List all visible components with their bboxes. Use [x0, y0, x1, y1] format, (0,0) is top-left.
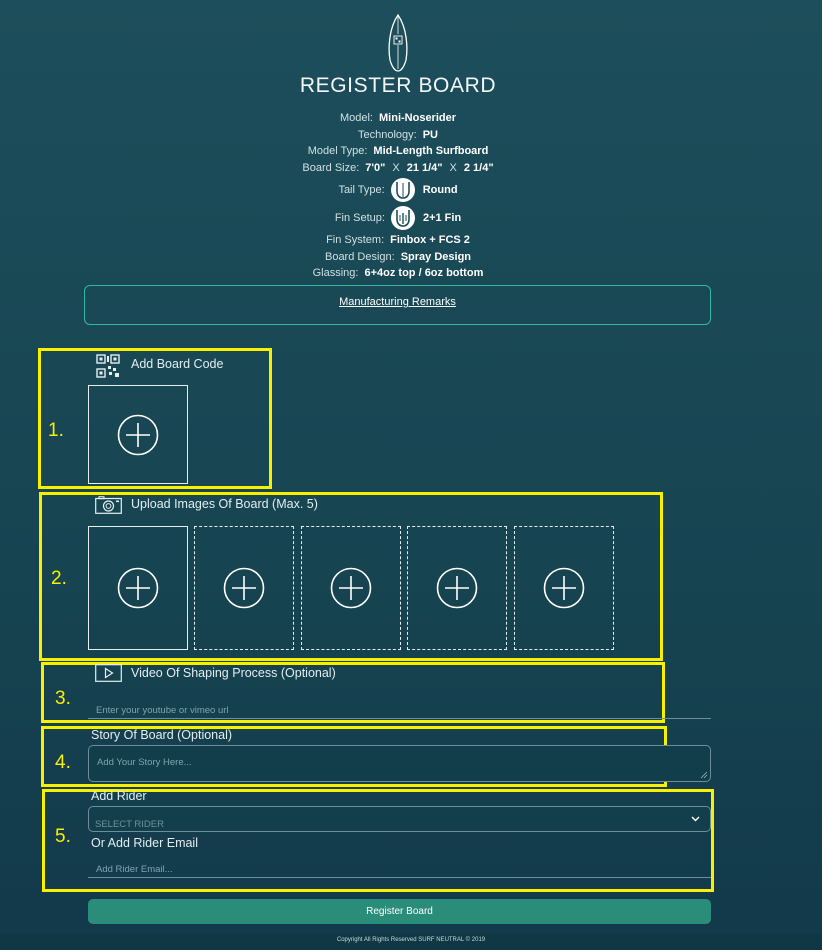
image-upload-tile-4[interactable] — [407, 526, 507, 650]
board-specs — [0, 110, 796, 282]
spec-label: Technology: — [358, 128, 417, 141]
image-upload-tile-5[interactable] — [514, 526, 614, 650]
manufacturing-remarks-link[interactable]: Manufacturing Remarks — [339, 296, 456, 308]
section-label-video: Video Of Shaping Process (Optional) — [131, 666, 336, 680]
rider-email-input[interactable] — [88, 855, 711, 878]
spec-label: Glassing: — [312, 267, 359, 280]
spec-label: Model: — [339, 112, 373, 125]
spec-label: Board Design: — [324, 250, 395, 263]
surfboard-logo-icon — [386, 14, 410, 72]
spec-label: Model Type: — [307, 145, 368, 158]
spec-technology — [0, 127, 796, 144]
spec-length: 7'0" — [365, 161, 386, 174]
spec-model — [0, 110, 796, 127]
add-icon — [543, 567, 585, 609]
step-number-4: 4. — [55, 752, 71, 773]
rider-select[interactable] — [88, 806, 711, 832]
add-icon — [117, 567, 159, 609]
spec-separator: X — [449, 161, 457, 174]
section-label-rider-email: Or Add Rider Email — [91, 836, 198, 850]
spec-thickness: 2 1/4" — [463, 161, 494, 174]
section-label-story: Story Of Board (Optional) — [91, 728, 233, 742]
step-number-1: 1. — [48, 420, 64, 441]
spec-width: 21 1/4" — [406, 161, 443, 174]
page-title: REGISTER BOARD — [299, 74, 497, 97]
story-textarea[interactable] — [88, 745, 711, 782]
spec-value: Finbox + FCS 2 — [390, 234, 470, 247]
spec-separator: X — [392, 161, 400, 174]
spec-label: Fin System: — [326, 234, 385, 247]
image-upload-tile-3[interactable] — [301, 526, 401, 650]
spec-board-design — [0, 249, 796, 266]
qr-code-icon — [96, 354, 120, 383]
spec-value: Mid-Length Surfboard — [373, 145, 489, 158]
spec-value: Mini-Noserider — [379, 112, 457, 125]
add-icon — [117, 414, 159, 456]
add-icon — [223, 567, 265, 609]
step-number-2: 2. — [51, 568, 67, 589]
fin-setup-icon — [391, 206, 415, 230]
manufacturing-remarks-panel — [84, 285, 711, 325]
resize-handle-icon[interactable] — [700, 771, 708, 779]
section-label-board-code: Add Board Code — [131, 357, 224, 371]
add-board-code-tile[interactable] — [88, 385, 188, 484]
video-play-icon — [95, 664, 122, 687]
spec-value: 2+1 Fin — [422, 212, 462, 224]
step-number-3: 3. — [55, 688, 71, 709]
story-placeholder: Add Your Story Here... — [97, 757, 192, 768]
image-upload-tile-1[interactable] — [88, 526, 188, 650]
video-url-input[interactable] — [88, 696, 711, 719]
spec-label: Board Size: — [302, 161, 360, 174]
image-upload-tile-2[interactable] — [194, 526, 294, 650]
section-label-images: Upload Images Of Board (Max. 5) — [131, 497, 318, 511]
step-number-5: 5. — [55, 826, 71, 847]
tail-shape-icon — [391, 178, 415, 202]
chevron-down-icon — [691, 816, 700, 822]
spec-glassing — [0, 265, 796, 282]
add-icon — [436, 567, 478, 609]
camera-icon — [95, 496, 122, 519]
section-label-rider: Add Rider — [91, 789, 147, 803]
spec-tail-type — [0, 176, 796, 204]
spec-fin-setup — [0, 204, 796, 232]
footer-copyright: Copyright All Rights Reserved SURF NEUTRAL © 2019 — [0, 934, 822, 950]
rider-email-placeholder: Add Rider Email... — [96, 864, 173, 875]
spec-board-size — [0, 160, 796, 177]
spec-value: PU — [422, 128, 438, 141]
spec-label: Tail Type: — [338, 184, 385, 196]
spec-label: Fin Setup: — [334, 212, 385, 224]
spec-value: Spray Design — [400, 250, 472, 263]
spec-value: 6+4oz top / 6oz bottom — [364, 267, 484, 280]
add-icon — [330, 567, 372, 609]
rider-select-value: SELECT RIDER — [95, 819, 164, 830]
video-url-placeholder: Enter your youtube or vimeo url — [96, 705, 229, 716]
register-board-button[interactable]: Register Board — [88, 899, 711, 924]
spec-model-type — [0, 143, 796, 160]
spec-fin-system — [0, 232, 796, 249]
spec-value: Round — [422, 184, 458, 196]
